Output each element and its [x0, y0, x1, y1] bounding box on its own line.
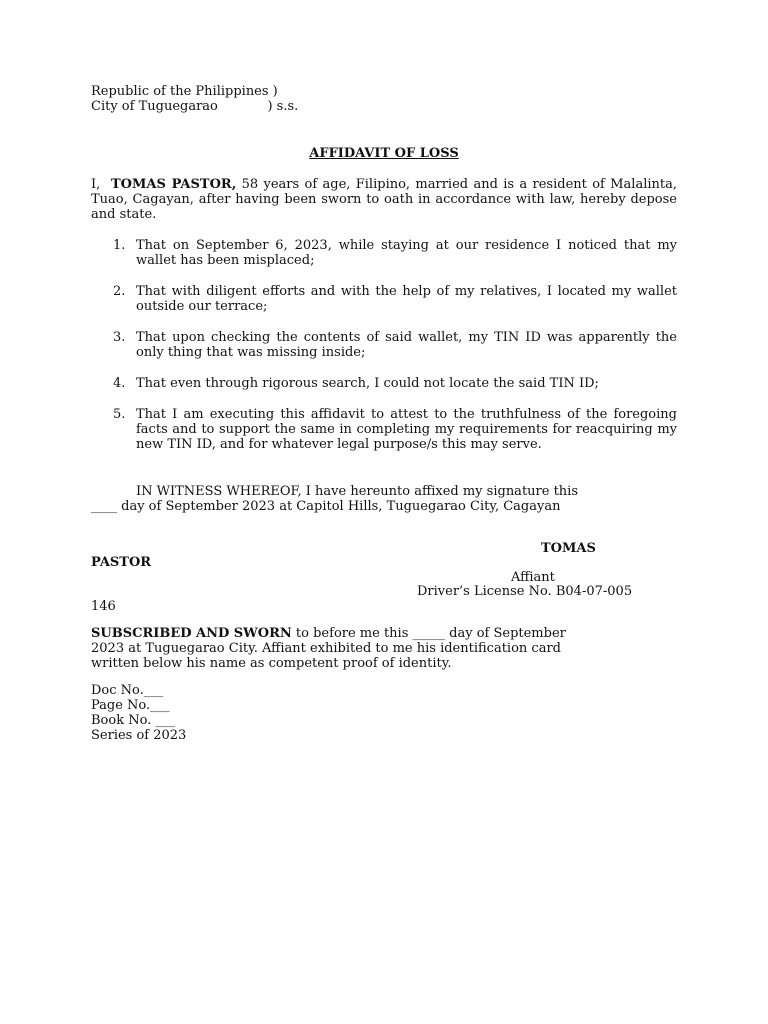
list-item-number: 5. — [113, 407, 126, 422]
page-number: Page No.___ — [91, 698, 170, 713]
list-item — [105, 407, 677, 452]
venue-republic: Republic of the Philippines ) — [91, 84, 278, 99]
list-item-text: That I am executing this affidavit to attest to the truthfulness of the foregoing facts and to support the same in completing my requirements for reacquiring my new TIN ID, and for whatever legal purpose/s this may serve. — [136, 407, 677, 452]
list-item-text: That with diligent efforts and with the help of my relatives, I located my wallet outside our terrace; — [136, 284, 677, 314]
drivers-license-continuation: 146 — [91, 599, 116, 614]
signature-last-name: PASTOR — [91, 555, 152, 570]
venue-city: City of Tuguegarao ) s.s. — [91, 99, 299, 114]
list-item-number: 4. — [113, 376, 126, 391]
list-item-number: 2. — [113, 284, 126, 299]
intro-paragraph — [91, 177, 677, 222]
series-year: Series of 2023 — [91, 728, 187, 743]
witness-paragraph — [91, 484, 677, 514]
witness-line-1: IN WITNESS WHEREOF, I have hereunto affixed my signature this — [136, 484, 578, 499]
list-item-number: 1. — [113, 238, 126, 253]
book-number: Book No. ___ — [91, 713, 175, 728]
witness-line-2: ____ day of September 2023 at Capitol Hills, Tuguegarao City, Cagayan — [91, 499, 561, 514]
list-item — [105, 238, 677, 268]
intro-text: 58 years of age, Filipino, married and is a resident of Malalinta, Tuao, Cagayan, after having been sworn to oath in accordance with law, hereby depose and state. — [91, 177, 677, 222]
intro-prefix: I, — [91, 177, 111, 192]
jurat-line-1 — [91, 626, 677, 641]
list-item-text: That on September 6, 2023, while staying at our residence I noticed that my wallet has been misplaced; — [136, 238, 677, 268]
drivers-license: Driver’s License No. B04-07-005 — [417, 584, 633, 599]
jurat-line-2: 2023 at Tuguegarao City. Affiant exhibited to me his identification card — [91, 641, 561, 656]
list-item — [105, 330, 677, 360]
jurat-paragraph — [91, 626, 677, 671]
doc-number: Doc No.___ — [91, 683, 164, 698]
statement-list — [105, 238, 677, 468]
signature-role: Affiant — [511, 570, 555, 585]
notarial-register — [91, 683, 677, 743]
list-item-number: 3. — [113, 330, 126, 345]
list-item — [105, 284, 677, 314]
jurat-line-1-rest: to before me this _____ day of September — [291, 626, 566, 641]
list-item-text: That even through rigorous search, I could not locate the said TIN ID; — [136, 376, 599, 391]
affiant-name: TOMAS PASTOR, — [110, 177, 237, 192]
document-title: AFFIDAVIT OF LOSS — [309, 146, 459, 161]
venue-block — [91, 84, 677, 114]
list-item — [105, 376, 677, 391]
jurat-lead: SUBSCRIBED AND SWORN — [91, 626, 292, 641]
list-item-text: That upon checking the contents of said wallet, my TIN ID was apparently the only thing that was missing inside; — [136, 330, 677, 360]
jurat-line-3: written below his name as competent proof of identity. — [91, 656, 452, 671]
signature-first-name: TOMAS — [541, 541, 596, 556]
